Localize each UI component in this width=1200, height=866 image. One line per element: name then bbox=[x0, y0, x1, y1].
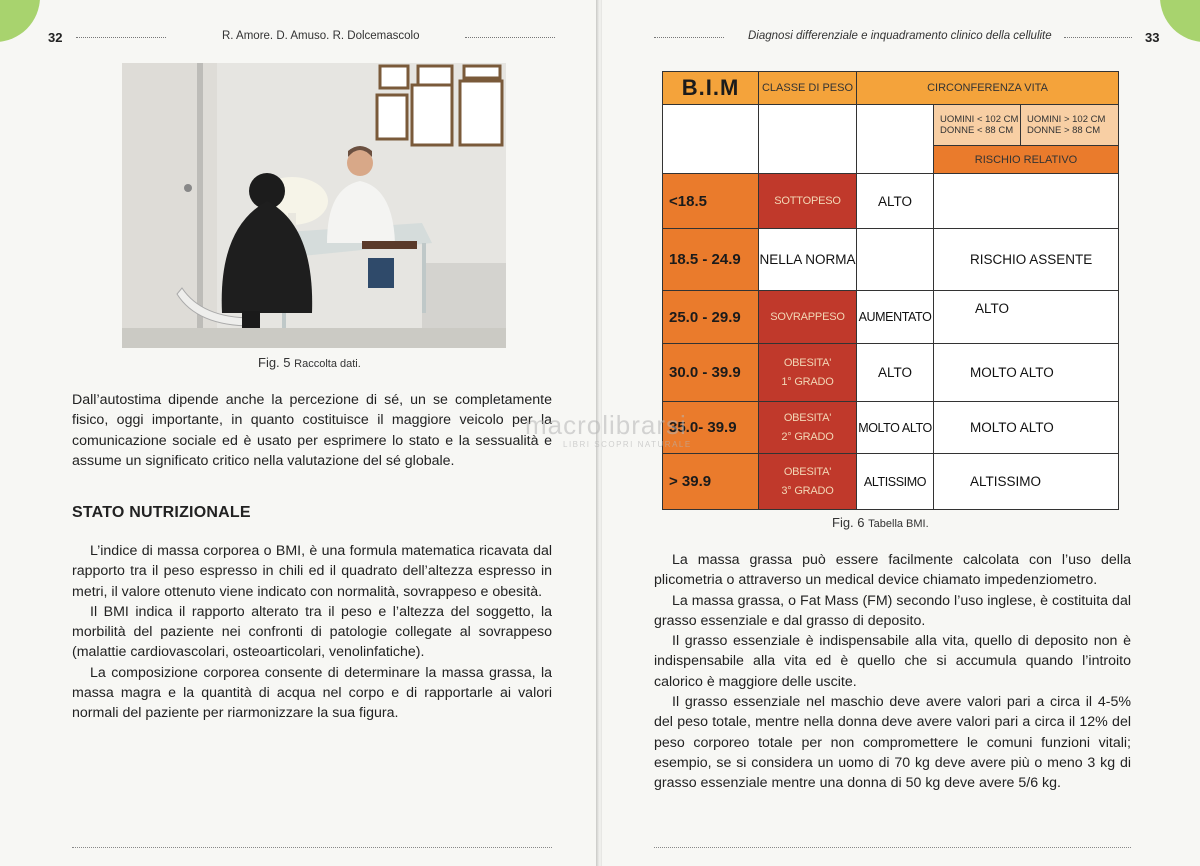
risk-cell-over: ALTO bbox=[934, 291, 1119, 344]
weight-class-line: OBESITA' bbox=[783, 411, 832, 424]
page-number-right: 33 bbox=[1145, 30, 1160, 45]
weight-class-line: 3° GRADO bbox=[781, 484, 834, 497]
table-empty-cell bbox=[857, 105, 934, 174]
figure-caption-text: Tabella BMI. bbox=[868, 518, 929, 530]
risk-cell-under: ALTO bbox=[857, 174, 934, 229]
paragraph: L’indice di massa corporea o BMI, è una formula matematica ricavata dal rapporto tra il peso espresso in chili ed il quadrato dell’altezza espresso in metri, il valore ottenuto viene indicato con normalità, sovrappeso e obesità. bbox=[72, 543, 552, 600]
paragraph: Dall’autostima dipende anche la percezione di sé, un se completamente fisico, oggi importante, in quanto costituisce il maggiore veicolo per la comunicazione sociale ed è usato per esprimere lo stato e la sessualità e assume un significato critico nella valutazione del sé globale. bbox=[72, 392, 552, 469]
table-header-bim: B.I.M bbox=[663, 72, 759, 105]
risk-cell-under: ALTO bbox=[857, 344, 934, 402]
watermark: macrolibrarsi bbox=[525, 410, 687, 440]
women-over-label: DONNE > 88 CM bbox=[1027, 125, 1101, 136]
weight-class-line: OBESITA' bbox=[783, 465, 832, 478]
header-dots bbox=[654, 32, 724, 38]
weight-class-line: NELLA NORMA bbox=[759, 252, 856, 267]
body-text-left bbox=[72, 541, 552, 724]
corner-decoration bbox=[1160, 0, 1200, 42]
running-header-left: R. Amore. D. Amuso. R. Dolcemascolo bbox=[222, 30, 420, 42]
men-under-label: UOMINI < 102 CM bbox=[940, 114, 1019, 125]
header-dots bbox=[1064, 32, 1132, 38]
figure-label: Fig. 6 bbox=[832, 515, 865, 530]
weight-class-line: 2° GRADO bbox=[781, 430, 834, 443]
footer-dots bbox=[72, 847, 552, 848]
consultation-photo-illustration bbox=[122, 63, 506, 348]
corner-decoration bbox=[0, 0, 40, 42]
paragraph: La composizione corporea consente di determinare la massa grassa, la massa magra e la quantità di acqua nel corpo e di rapportarle ai valori normali del paziente per riarmonizzare la sua figura. bbox=[72, 664, 552, 722]
risk-cell-under: MOLTO ALTO bbox=[857, 402, 934, 454]
paragraph: Il grasso essenziale è indispensabile alla vita, quello di deposito non è indispensabile alla vita ed è quello che si accumula quando l’introito calorico è maggiore delle uscite. bbox=[654, 633, 1131, 690]
bmi-range-cell: 18.5 - 24.9 bbox=[663, 229, 759, 291]
table-empty-cell bbox=[663, 105, 759, 174]
weight-class-cell bbox=[759, 291, 857, 344]
figure-caption-5 bbox=[258, 355, 361, 370]
table-header-waist: CIRCONFERENZA VITA bbox=[857, 72, 1119, 105]
intro-paragraph bbox=[72, 390, 552, 471]
weight-class-cell bbox=[759, 344, 857, 402]
left-page bbox=[0, 0, 598, 866]
paragraph: La massa grassa, o Fat Mass (FM) secondo l’uso inglese, è costituita dal grasso essenziale e dal grasso di deposito. bbox=[654, 592, 1131, 629]
risk-cell-over bbox=[934, 174, 1119, 229]
bmi-range-cell: <18.5 bbox=[663, 174, 759, 229]
women-under-label: DONNE < 88 CM bbox=[940, 125, 1014, 136]
paragraph: Il BMI indica il rapporto alterato tra il peso e l’altezza del soggetto, la morbilità del paziente nei confronti di patologie collegate al sovrappeso (malattie cardiovascolari, osteoarticolari, venolinfatiche). bbox=[72, 603, 552, 661]
relative-risk-header: RISCHIO RELATIVO bbox=[934, 146, 1119, 174]
running-header-right: Diagnosi differenziale e inquadramento clinico della cellulite bbox=[748, 30, 1052, 42]
page-number-left: 32 bbox=[48, 30, 63, 45]
table-empty-cell bbox=[759, 105, 857, 174]
section-title: STATO NUTRIZIONALE bbox=[72, 504, 251, 521]
weight-class-cell bbox=[759, 454, 857, 510]
weight-class-line: OBESITA' bbox=[783, 356, 832, 369]
risk-cell-under bbox=[857, 229, 934, 291]
bmi-table bbox=[662, 71, 1119, 510]
bmi-range-cell: 35.0- 39.9 bbox=[663, 402, 759, 454]
figure-caption-6 bbox=[832, 515, 929, 530]
header-dots bbox=[465, 32, 555, 38]
bmi-range-cell: > 39.9 bbox=[663, 454, 759, 510]
bmi-range-cell: 30.0 - 39.9 bbox=[663, 344, 759, 402]
weight-class-line: 1° GRADO bbox=[781, 375, 834, 388]
men-over-label: UOMINI > 102 CM bbox=[1027, 114, 1106, 125]
watermark-subtitle: LIBRI SCOPRI NATURALE bbox=[563, 440, 692, 449]
table-header-weight-class: CLASSE DI PESO bbox=[759, 72, 857, 105]
risk-cell-over: ALTISSIMO bbox=[934, 454, 1119, 510]
header-dots bbox=[76, 32, 166, 38]
risk-cell-over: RISCHIO ASSENTE bbox=[934, 229, 1119, 291]
weight-class-line: SOVRAPPESO bbox=[770, 310, 845, 323]
risk-cell-over: MOLTO ALTO bbox=[934, 344, 1119, 402]
bmi-range-cell: 25.0 - 29.9 bbox=[663, 291, 759, 344]
paragraph: La massa grassa può essere facilmente calcolata con l’uso della plicometria o attraverso un medical device chiamato impedenziometro. bbox=[654, 552, 1131, 589]
weight-class-line: SOTTOPESO bbox=[774, 194, 841, 207]
risk-cell-under: AUMENTATO bbox=[857, 291, 934, 344]
consultation-photo bbox=[122, 63, 506, 348]
waist-over-threshold bbox=[1021, 105, 1119, 146]
risk-cell-under: ALTISSIMO bbox=[857, 454, 934, 510]
paragraph: Il grasso essenziale nel maschio deve avere valori pari a circa il 4-5% del peso totale, mentre nella donna deve avere valori pari a circa il 12% del peso corporeo totale per non compromettere le comuni funzioni vitali; esempio, se si considera un uomo di 70 kg deve avere più o meno 3 kg di grasso essenziale mentre una donna di 50 kg deve avere 5/6 kg. bbox=[654, 694, 1131, 792]
waist-under-threshold bbox=[934, 105, 1021, 146]
figure-label: Fig. 5 bbox=[258, 355, 291, 370]
body-text-right bbox=[654, 550, 1131, 794]
weight-class-cell bbox=[759, 174, 857, 229]
weight-class-cell bbox=[759, 229, 857, 291]
footer-dots bbox=[654, 847, 1131, 848]
risk-cell-over: MOLTO ALTO bbox=[934, 402, 1119, 454]
figure-caption-text: Raccolta dati. bbox=[294, 358, 361, 370]
weight-class-cell bbox=[759, 402, 857, 454]
